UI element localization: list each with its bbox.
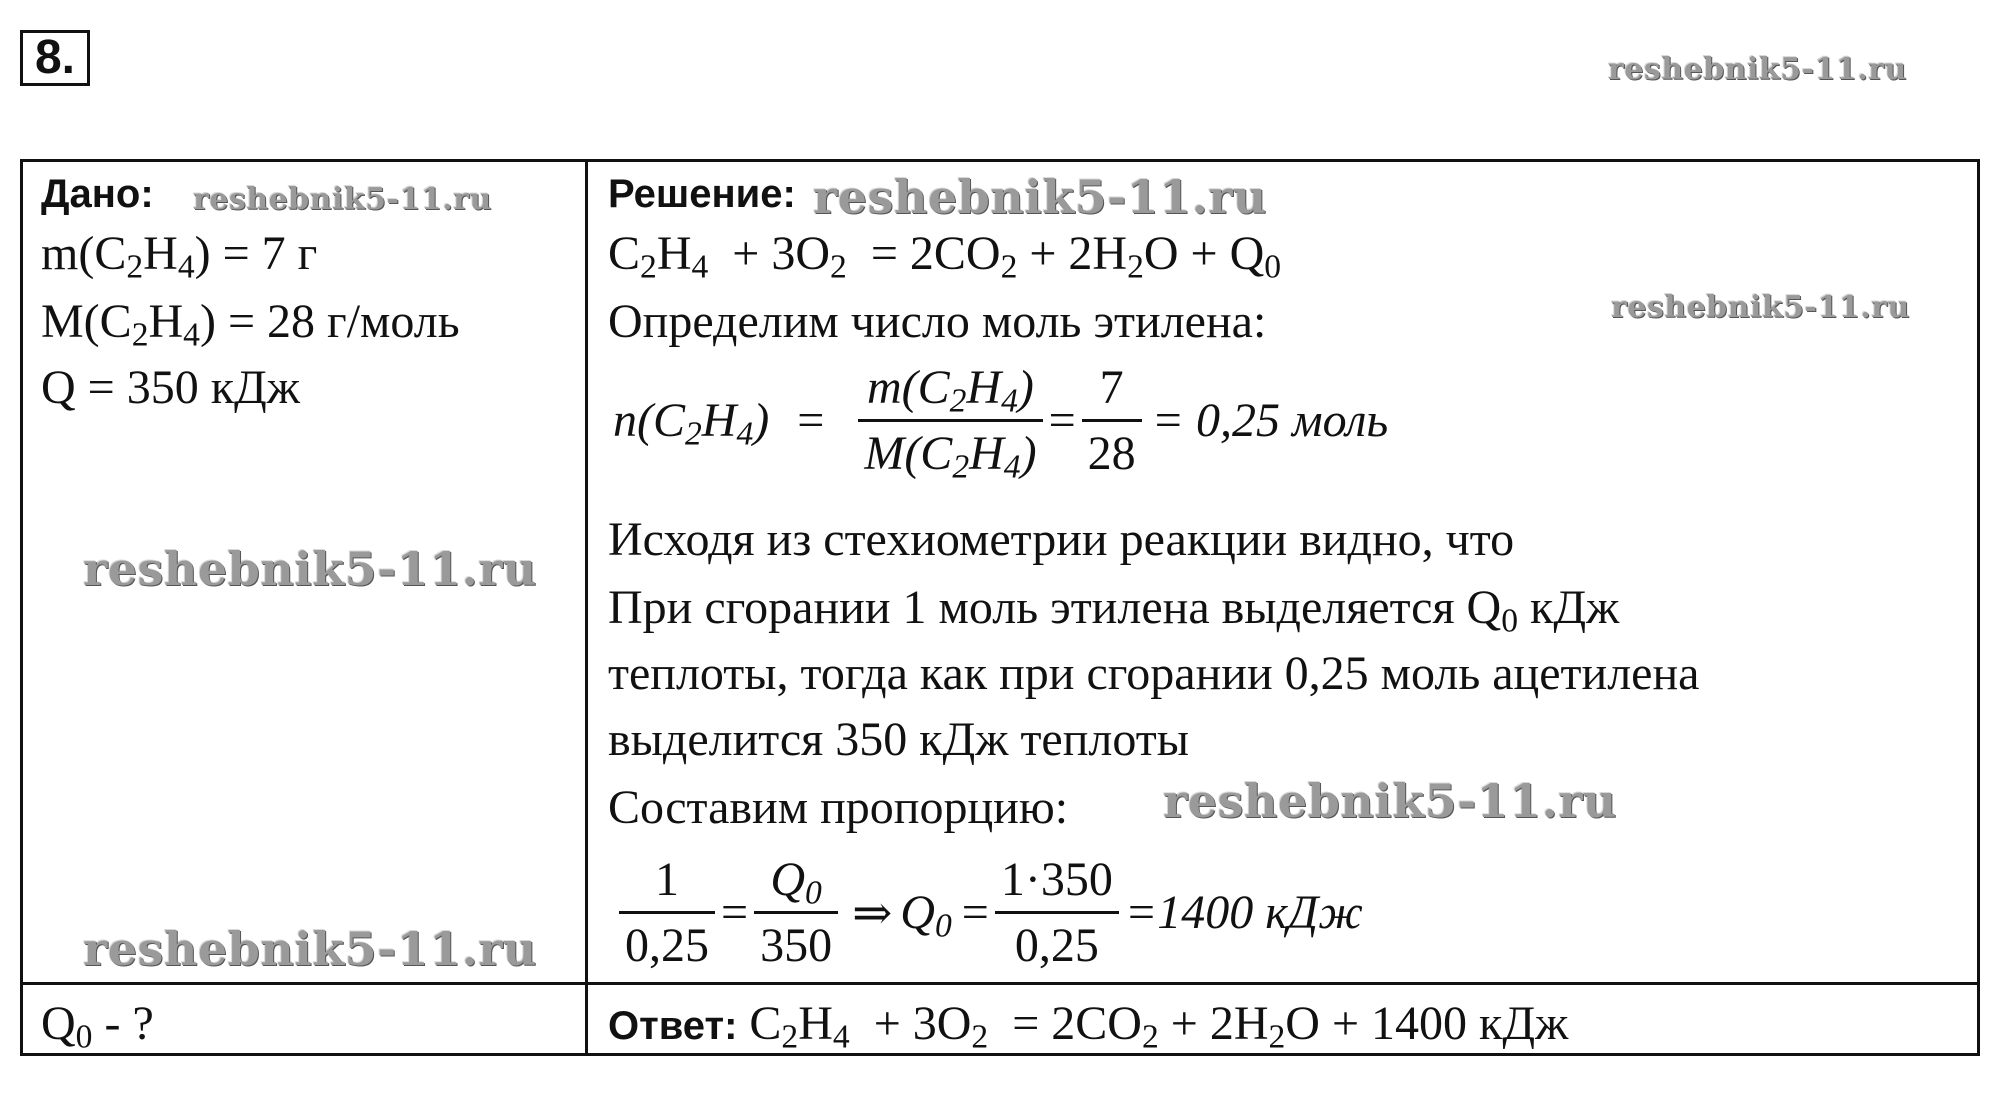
watermark: reshebnik5-11.ru [1163, 774, 1617, 828]
solution-heading: Решение: [608, 172, 796, 216]
given-heading: Дано: [41, 172, 154, 216]
paragraph-line-3: теплоты, тогда как при сгорании 0,25 моль ацетилена [608, 647, 1700, 700]
fraction-product-over-quarter: $\frac{1\cdot 350}{0,25}$ [995, 852, 1119, 973]
watermark: reshebnik5-11.ru [1611, 290, 1910, 325]
fraction-one-over-quarter: $\frac{1}{0,25}$ [619, 852, 715, 973]
paragraph-line-1: Исходя из стехиометрии реакции видно, что [608, 513, 1515, 566]
reaction-equation: $C_2H_4 + 3O_2 = 2CO_2 + 2H_2O + Q_0$ [608, 227, 1282, 286]
paragraph-line-4: выделится 350 кДж теплоты [608, 713, 1189, 766]
numeric-fraction: $\frac{7}{28}$ [1082, 360, 1142, 481]
paragraph-line-5: Составим пропорцию: [608, 781, 1069, 834]
watermark: reshebnik5-11.ru [83, 542, 537, 596]
watermark: reshebnik5-11.ru [193, 182, 492, 217]
proportion-formula: $\frac{1}{0,25}$ = $\frac{Q_0}{350}$ ⇒ $Q_0$ = $\frac{1\cdot 350}{0,25}$ =1400 кДж [613, 852, 1363, 973]
fraction-q-over-350: $\frac{Q_0}{350}$ [754, 852, 838, 973]
watermark: reshebnik5-11.ru [83, 922, 537, 976]
answer-line: Ответ: $C_2H_4 + 3O_2 = 2CO_2 + 2H_2O + 1400$ кДж [608, 997, 1569, 1056]
given-heat: Q = 350 кДж [41, 361, 300, 414]
solution-table [20, 159, 1980, 1056]
mass-over-molar-mass-fraction: $\frac{m(C_2H_4)}{M(C_2H_4)}$ [858, 360, 1042, 481]
row-divider [23, 982, 1977, 985]
column-divider [585, 162, 588, 1053]
watermark: reshebnik5-11.ru [1608, 52, 1907, 87]
given-mass: $m(C_2H_4) = 7$ г [41, 227, 318, 286]
find-value: $Q_0$ - ? [41, 997, 154, 1056]
task-number: 8. [20, 30, 90, 86]
step-moles: Определим число моль этилена: [608, 295, 1267, 348]
watermark: reshebnik5-11.ru [813, 170, 1267, 224]
paragraph-line-2: При сгорании 1 моль этилена выделяется $Q_0$ кДж [608, 581, 1620, 640]
given-molar-mass: $M(C_2H_4) = 28$ г/моль [41, 295, 460, 354]
moles-formula: $n(C_2H_4)$ = $\frac{m(C_2H_4)}{M(C_2H_4)}$ = $\frac{7}{28}$ = 0,25 моль [613, 361, 1389, 486]
